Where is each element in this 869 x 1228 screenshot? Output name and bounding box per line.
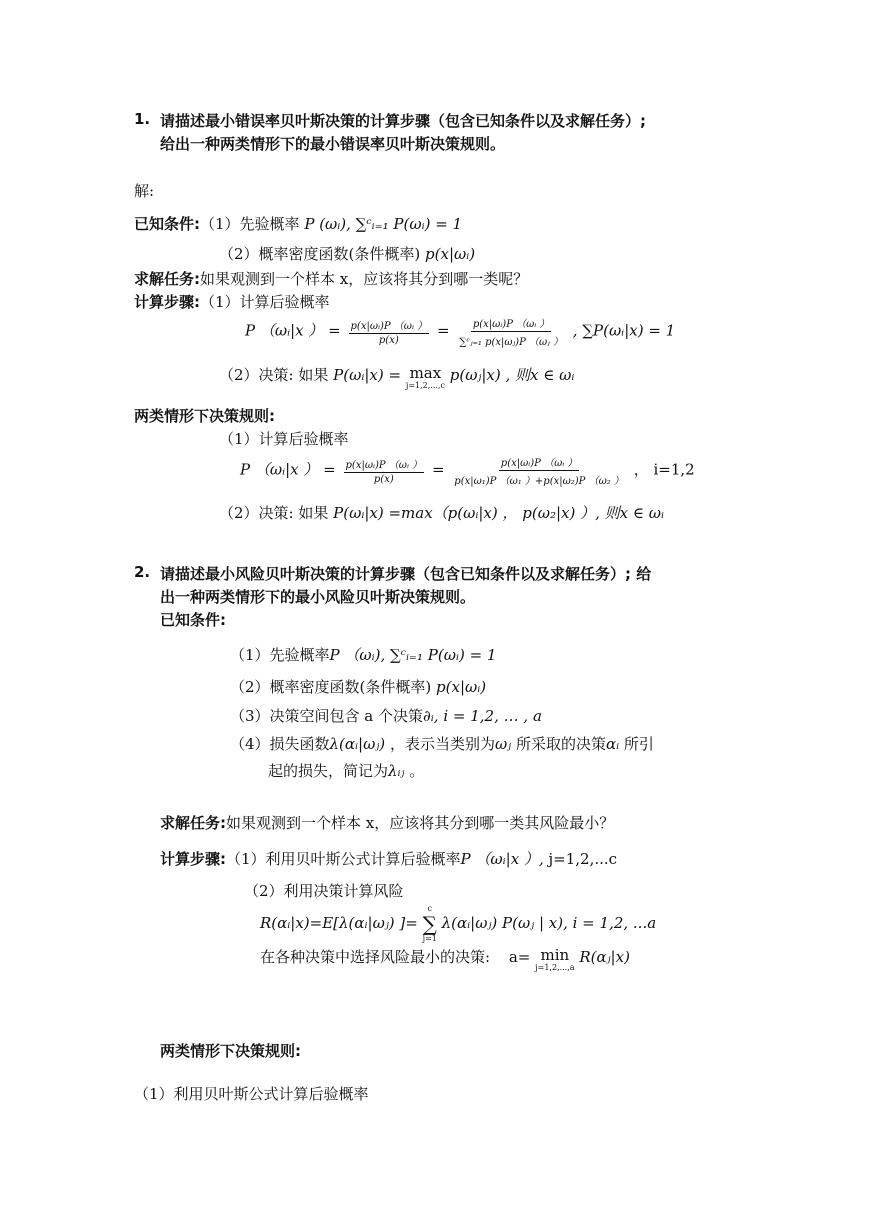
q1-step2-max-label: max xyxy=(409,364,442,382)
q1-title-line1: 请描述最小错误率贝叶斯决策的计算步骤（包含已知条件以及求解任务）; xyxy=(160,112,647,130)
q1-number: 1. xyxy=(134,110,151,128)
q1-step1-frac1-num: p(x|ωᵢ)P （ωᵢ ） xyxy=(349,317,430,334)
q2-k4-line2-a: 起的损失，简记为 xyxy=(268,762,389,780)
q1-step1-frac1-den: p(x) xyxy=(378,335,399,346)
q2-s3-min xyxy=(535,946,574,972)
q2-two-class-label: 两类情形下决策规则: xyxy=(160,1042,301,1060)
q1-step1-text: （1）计算后验概率 xyxy=(200,293,330,311)
q2-s3-b: R(αⱼ|x) xyxy=(579,948,630,966)
q2-k3-formula: ∂ᵢ, i = 1,2, … , a xyxy=(423,707,542,725)
q1-tc1-frac1 xyxy=(344,456,425,485)
q2-k4-line2 xyxy=(268,760,424,781)
q1-tc2-text: （2）决策: 如果 xyxy=(219,504,329,522)
q2-k4-formula-c: αᵢ xyxy=(605,735,620,753)
q1-tc1-frac1-den: p(x) xyxy=(373,474,394,485)
q2-task-label: 求解任务: xyxy=(160,814,226,832)
q1-tc1-tail: ， i=1,2 xyxy=(633,460,695,479)
q1-tc1-frac2-num: p(x|ωᵢ)P （ωᵢ ） xyxy=(499,454,580,471)
q1-step1-eq: = xyxy=(436,321,450,340)
q2-k4-formula-b: ωⱼ xyxy=(494,735,512,753)
q2-s3-min-sub: j=1,2,...,a xyxy=(535,963,575,972)
q2-k4-text-c: 所采取的决策 xyxy=(515,735,606,753)
q1-known-2-formula: p(x|ωᵢ) xyxy=(425,245,476,263)
q2-s3-min-label: min xyxy=(540,946,570,964)
q1-task-text: 如果观测到一个样本 x，应该将其分到哪一类呢？ xyxy=(200,270,529,288)
q1-tc2-row xyxy=(219,502,664,523)
q2-k2-text: （2）概率密度函数(条件概率) xyxy=(230,678,432,696)
q2-k4-formula-a: λ(αᵢ|ωⱼ) xyxy=(329,735,386,753)
q1-known-row2 xyxy=(219,243,475,264)
q1-tc1-formula xyxy=(240,454,695,487)
q1-title-line2: 给出一种两类情形下的最小错误率贝叶斯决策规则。 xyxy=(160,135,506,153)
q1-step1-frac1 xyxy=(349,317,430,346)
q2-k1-formula: P （ωᵢ), ∑ᶜᵢ₌₁ P(ωᵢ) = 1 xyxy=(329,646,497,664)
q1-step1-frac2-den: ∑ᶜⱼ₌₁ p(x|ωⱼ)P （ωⱼ ） xyxy=(459,337,563,348)
q2-k1-row xyxy=(230,644,496,665)
q1-step2-formula-b: p(ωⱼ|x) , 则x ∈ ωᵢ xyxy=(449,366,575,384)
q2-steps-label: 计算步骤: xyxy=(160,850,226,868)
q1-step2-row xyxy=(219,364,574,390)
q2-k2-formula: p(x|ωᵢ) xyxy=(436,678,487,696)
q1-task-label: 求解任务: xyxy=(134,270,200,288)
q2-k4-row xyxy=(230,733,654,754)
q2-k4-line2-formula: λᵢⱼ xyxy=(388,762,405,780)
q1-known-2-text: （2）概率密度函数(条件概率) xyxy=(219,245,421,263)
q1-step2-formula-a: P(ωᵢ|x) = xyxy=(333,366,402,384)
q2-s2-formula-b: λ(αᵢ|ωⱼ) P(ωⱼ | x), i = 1,2, ...a xyxy=(441,914,657,932)
q1-tc1-eq: = xyxy=(431,460,445,479)
q1-known-row1 xyxy=(134,213,462,234)
q1-tc1-frac2 xyxy=(452,454,626,487)
q1-solution-label: 解: xyxy=(134,182,155,200)
q2-s1-formula: P （ωᵢ|x ）, xyxy=(460,850,544,868)
q2-s2-sum-sig: ∑ xyxy=(422,912,437,936)
q2-k2-row xyxy=(230,676,486,697)
q1-task-row xyxy=(134,268,528,289)
q2-known-label: 已知条件: xyxy=(160,611,226,629)
q1-known-1-text: （1）先验概率 xyxy=(200,215,300,233)
q2-k3-row xyxy=(230,705,542,726)
q2-title-line1: 请描述最小风险贝叶斯决策的计算步骤（包含已知条件以及求解任务）; 给 xyxy=(160,565,652,583)
q2-k4-text-a: （4）损失函数 xyxy=(230,735,330,753)
q2-s3-text: 在各种决策中选择风险最小的决策: xyxy=(260,948,491,966)
q2-s1-text: （1）利用贝叶斯公式计算后验概率 xyxy=(226,850,461,868)
q1-tc1-lhs: P （ωᵢ|x ） = xyxy=(240,460,336,479)
q1-step1-tail: , ∑P(ωᵢ|x) = 1 xyxy=(572,321,676,340)
q2-task-text: 如果观测到一个样本 x，应该将其分到哪一类其风险最小？ xyxy=(226,814,615,832)
q2-s2-sum xyxy=(423,904,437,944)
q1-step1-frac2 xyxy=(457,315,565,348)
q2-task-row xyxy=(160,812,614,833)
q1-tc1-frac1-num: p(x|ωᵢ)P （ωᵢ ） xyxy=(344,456,425,473)
q2-steps-row xyxy=(160,848,617,869)
q1-step1-lhs: P （ωᵢ|x ） = xyxy=(245,321,341,340)
q1-known-label: 已知条件: xyxy=(134,215,200,233)
q2-s2-formula-a: R(αᵢ|x)=E[λ(αᵢ|ωⱼ) ]= xyxy=(260,914,418,932)
q2-k4-text-b: ，表示当类别为 xyxy=(389,735,495,753)
q2-tc1-text: （1）利用贝叶斯公式计算后验概率 xyxy=(134,1085,369,1103)
q1-steps-label: 计算步骤: xyxy=(134,293,200,311)
q1-step2-max-sub: j=1,2,...,c xyxy=(405,381,445,390)
q2-s3-a: a= xyxy=(508,948,531,966)
q2-k4-text-d: 所引 xyxy=(623,735,654,753)
q1-steps-row xyxy=(134,291,330,312)
q1-step1-formula xyxy=(245,315,675,348)
q2-s2-sum-bot: j=1 xyxy=(422,934,437,943)
q2-k3-text: （3）决策空间包含 a 个决策 xyxy=(230,707,424,725)
q2-title-line2: 出一种两类情形下的最小风险贝叶斯决策规则。 xyxy=(160,588,476,606)
q1-tc2-formula: P(ωᵢ|x) =max（p(ωᵢ|x) ， p(ω₂|x) ）, 则x ∈ ωᵢ xyxy=(333,504,664,522)
q1-step2-max xyxy=(406,364,445,390)
q1-known-1-formula: P (ωᵢ), ∑ᶜᵢ₌₁ P(ωᵢ) = 1 xyxy=(304,215,463,233)
q1-tc1-frac2-den: p(x|ω₁)P （ω₁ ）+p(x|ω₂)P （ω₂ ） xyxy=(454,476,624,487)
q2-k1-text: （1）先验概率 xyxy=(230,646,330,664)
q2-k4-line2-b: 。 xyxy=(409,762,425,780)
q2-s2-sum-top: c xyxy=(427,904,432,913)
q2-s3-row xyxy=(260,946,630,972)
q2-s2-text: （2）利用决策计算风险 xyxy=(244,882,404,900)
q1-tc1-text: （1）计算后验概率 xyxy=(219,430,349,448)
q1-step1-frac2-num: p(x|ωᵢ)P （ωᵢ ） xyxy=(471,315,552,332)
q1-two-class-label: 两类情形下决策规则: xyxy=(134,407,275,425)
q2-s2-formula xyxy=(260,904,656,944)
q1-step2-text: （2）决策: 如果 xyxy=(219,366,329,384)
q2-s1-tail: j=1,2,...c xyxy=(548,850,618,868)
q2-number: 2. xyxy=(134,563,151,581)
